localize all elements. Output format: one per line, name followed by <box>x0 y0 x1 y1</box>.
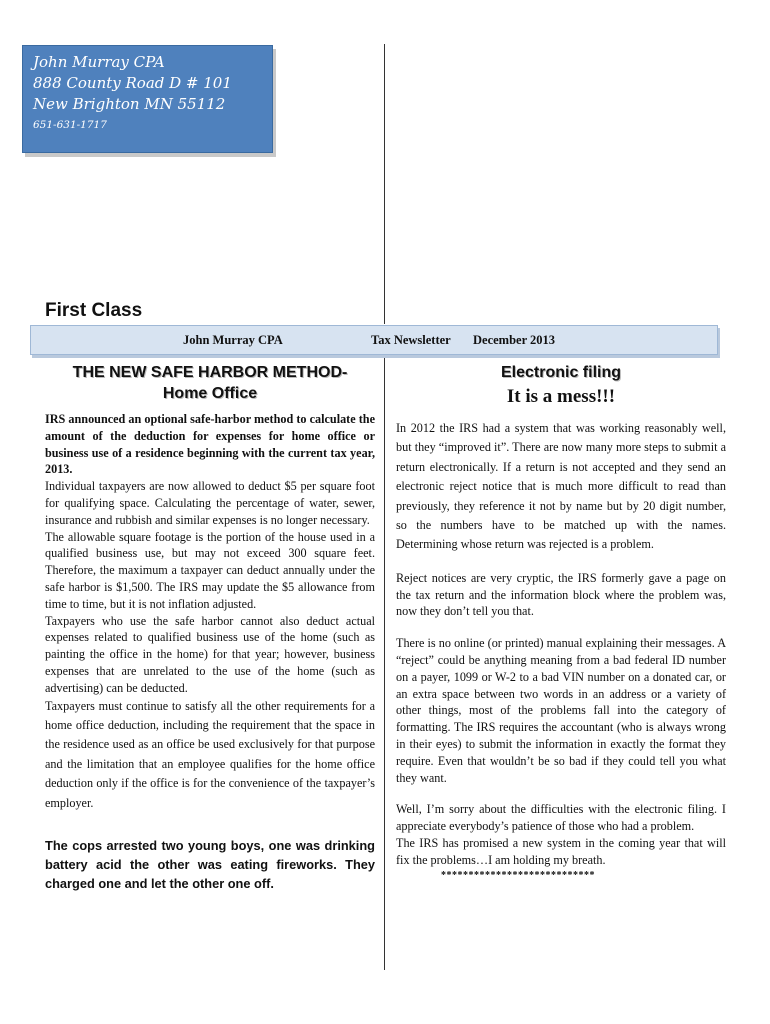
lead-paragraph: IRS announced an optional safe-harbor method to calculate the amount of the deduction for expenses for home office or business use of a residence beginning with the current tax year, 2013. <box>45 412 375 477</box>
paragraph: The allowable square footage is the portion of the house used in a qualified business use, but may not exceed 300 square feet. Therefore, the maximum a taxpayer can deduct annually under the safe harbor is $1,500. The IRS may update the $5 allowance from time to time, but it is not inflation adjusted. <box>45 529 375 611</box>
paragraph: Well, I’m sorry about the difficulties with the electronic filing. I appreciate everybody’s patience of those who had a problem. <box>396 802 726 834</box>
right-column <box>396 362 726 883</box>
paragraph: In 2012 the IRS had a system that was working reasonably well, but they “improved it”. There are now many more steps to submit a return electronically. If a return is not accepted and they send an electronic reject notice that is much more difficult to read than previously, they reference it not by name but by 20 digit number, so the numbers have to be matched up with the names. Determining whose return was rejected is a problem. <box>396 421 726 552</box>
paragraph: Taxpayers who use the safe harbor cannot also deduct actual expenses related to qualified business use of the home (such as painting the office in the home) for that year; however, business expenses that are unrelated to the use of the home (such as advertising) can be deducted. <box>45 613 375 695</box>
banner-newsletter: Tax Newsletter <box>371 333 451 347</box>
column-divider-top <box>384 44 385 324</box>
banner-date: December 2013 <box>473 333 556 347</box>
heading-line-2: Home Office <box>162 385 258 402</box>
article-subheading: It is a mess!!! <box>506 386 616 407</box>
address-street: 888 County Road D # 101 <box>33 74 232 92</box>
joke-paragraph: The cops arrested two young boys, one was drinking battery acid the other was eating fireworks. They charged one and let the other one off. <box>45 837 375 891</box>
newsletter-title: First Class <box>45 300 143 321</box>
separator-stars: **************************** <box>441 869 595 881</box>
column-divider <box>384 358 385 970</box>
paragraph: The IRS has promised a new system in the coming year that will fix the problems…I am holding my breath. <box>396 836 726 867</box>
paragraph: There is no online (or printed) manual explaining their messages. A “reject” could be anything meaning from a bad federal ID number on a payer, 1099 or W-2 to a bad VIN number on a donated car, or an extra space between two words in an address or a variety of other things, most of the problems fall into the category of formatting. The IRS requires the accountant (who is always wrong in their eyes) to submit the information in exactly the format they require. Even that wouldn’t be so bad if they could tell you what they want. <box>396 636 726 785</box>
heading-line-1: THE NEW SAFE HARBOR METHOD- <box>72 364 348 381</box>
paragraph: Individual taxpayers are now allowed to deduct $5 per square foot for qualifying space. Calculating the percentage of water, sewer, insurance and rubbish and similar expenses is no longer necessary. <box>45 479 375 527</box>
article-heading-safe-harbor <box>45 362 375 404</box>
address-city: New Brighton MN 55112 <box>33 95 226 113</box>
newsletter-banner <box>30 325 718 355</box>
article-heading-electronic-filing: Electronic filing <box>500 364 621 381</box>
banner-author: John Murray CPA <box>183 333 283 347</box>
address-phone: 651-631-1717 <box>33 119 107 131</box>
address-box <box>22 45 273 153</box>
paragraph: Reject notices are very cryptic, the IRS formerly gave a page on the tax return and the information block where the problem was, now they don’t tell you that. <box>396 570 726 619</box>
left-column <box>45 362 375 893</box>
paragraph: Taxpayers must continue to satisfy all the other requirements for a home office deduction, including the requirement that the space in the residence used as an office be used exclusively for that purpose and the limitation that an employee qualifies for the home office deduction only if the office is for the convenience of the taxpayer’s employer. <box>45 698 375 810</box>
address-name: John Murray CPA <box>33 53 165 71</box>
